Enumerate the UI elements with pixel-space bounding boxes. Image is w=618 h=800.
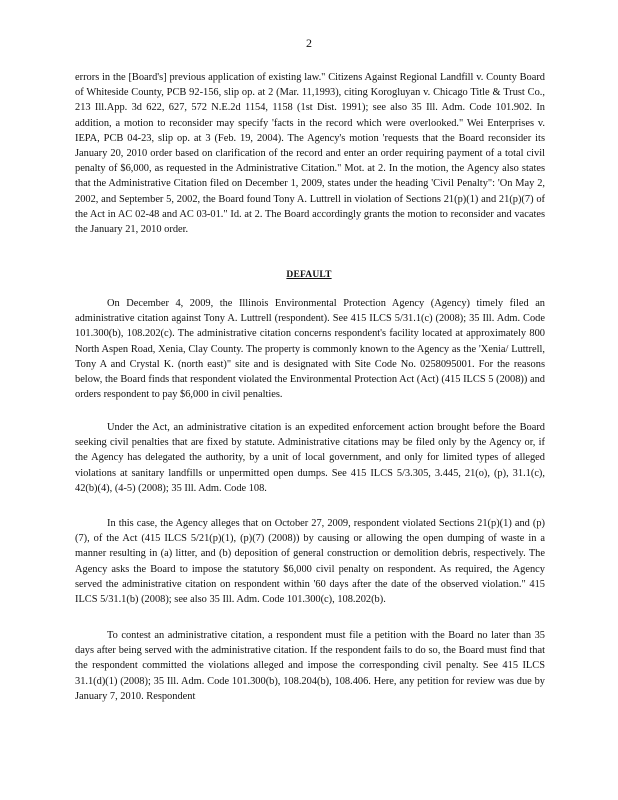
paragraph-citation-filed: On December 4, 2009, the Illinois Environmental Protection Agency (Agency) timely filed an administrative citation against Tony A. Luttrell (respondent). See 415 ILCS 5/31.1(c) (2008); 35 Ill. Adm. Code 101.300(b), 108.202(c). The administrative citation concerns respondent's facility located at approximately 800 North Aspen Road, Xenia, Clay County. The property is commonly known to the Agency as the 'Xenia/ Luttrell, Tony A and Crystal K. (north east)" site and is designated with Site Code No. 0258095001. For the reasons below, the Board finds that respondent violated the Environmental Protection Act (Act) (415 ILCS 5 (2008)) and orders respondent to pay $6,000 in civil penalties. [75, 298, 545, 401]
paragraph-under-the-act: Under the Act, an administrative citation is an expedited enforcement action brought before the Board seeking civil penalties that are fixed by statute. Administrative citations may be filed only by the Agency or, if the Agency has delegated the authority, by a unit of local government, and only for limited types of alleged violations at sanitary landfills or unpermitted open dumps. See 415 ILCS 5/3.305, 3.445, 21(o), (p), 31.1(c), 42(b)(4), (4-5) (2008); 35 Ill. Adm. Code 108. [75, 422, 545, 494]
paragraph-contest-citation: To contest an administrative citation, a respondent must file a petition with the Board no later than 35 days after being served with the administrative citation. If the respondent fails to do so, the Board must find that the respondent committed the violations alleged and impose the corresponding civil penalty. See 415 ILCS 31.1(d)(1) (2008); 35 Ill. Adm. Code 101.300(b), 108.204(b), 108.406. Here, any petition for review was due by January 7, 2010. Respondent [75, 630, 545, 702]
page-number: 2 [306, 36, 312, 50]
paragraph-reconsideration: errors in the [Board's] previous application of existing law." Citizens Against Regional Landfill v. County Board of Whiteside County, PCB 92-156, slip op. at 2 (Mar. 11,1993), citing Korogluyan v. Chicago Title & Trust Co., 213 Ill.App. 3d 622, 627, 572 N.E.2d 1154, 1158 (1st Dist. 1991); see also 35 Ill. Adm. Code 101.902. In addition, a motion to reconsider may specify 'facts in the record which were overlooked." Wei Enterprises v. IEPA, PCB 04-23, slip op. at 3 (Feb. 19, 2004). The Agency's motion 'requests that the Board reconsider its January 20, 2010 order based on clarification of the record and enter an order requiring payment of a total civil penalty of $6,000, as requested in the Administrative Citation." Mot. at 2. In the motion, the Agency also states that the Administrative Citation filed on December 1, 2009, states under the heading 'Civil Penalty": 'On May 2, 2002, and September 5, 2002, the Board found Tony A. Luttrell in violation of Sections 21(p)(1) and 21(p)(7) of the Act in AC 02-48 and AC 03-01." Id. at 2. The Board accordingly grants the motion to reconsider and vacates the January 21, 2010 order. [75, 72, 545, 236]
section-heading-default: DEFAULT [286, 270, 332, 280]
paragraph-allegations: In this case, the Agency alleges that on October 27, 2009, respondent violated Sections 21(p)(1) and (p)(7), of the Act (415 ILCS 5/21(p)(1), (p)(7) (2008)) by causing or allowing the open dumping of waste in a manner resulting in (a) litter, and (b) deposition of general construction or demolition debris, respectively. The Agency asks the Board to impose the statutory $6,000 civil penalty on respondent. As required, the Agency served the administrative citation on respondent within '60 days after the date of the observed violation." 415 ILCS 5/31.1(b) (2008); see also 35 Ill. Adm. Code 101.300(c), 108.202(b). [75, 518, 545, 606]
